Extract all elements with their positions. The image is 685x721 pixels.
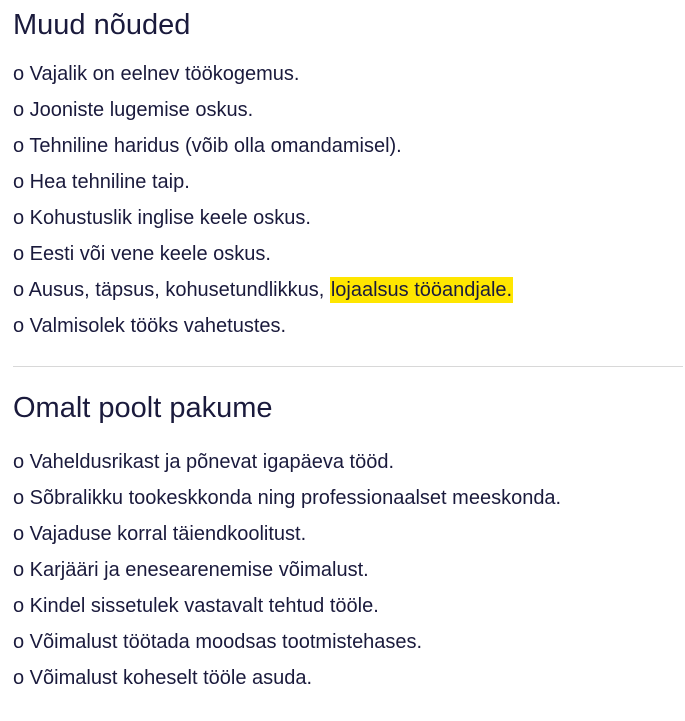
list-item: o Tehniline haridus (võib olla omandamisel). [13,134,402,157]
list-item-text: o Ausus, täpsus, kohusetundlikkus, [13,278,330,301]
list-item: o Vajalik on eelnev töökogemus. [13,62,300,85]
list-item: o Karjääri ja enesearenemise võimalust. [13,558,369,581]
requirements-list [13,56,683,344]
list-item: o Vaheldusrikast ja põnevat igapäeva tööd. [13,450,395,473]
section-other-requirements [13,8,683,344]
list-item: o Sõbralikku tookeskkonda ning professionaalset meeskonda. [13,486,562,509]
list-item: o Võimalust koheselt tööle asuda. [13,666,313,689]
section-we-offer [13,391,683,696]
list-item: o Võimalust töötada moodsas tootmistehases. [13,630,423,653]
list-item: o Vajaduse korral täiendkoolitust. [13,522,307,545]
list-item: o Kindel sissetulek vastavalt tehtud tööle. [13,594,379,617]
list-item: o Jooniste lugemise oskus. [13,98,254,121]
offers-list [13,444,683,696]
list-item: o Eesti või vene keele oskus. [13,242,271,265]
list-item: o Hea tehniline taip. [13,170,190,193]
list-item [13,272,683,308]
list-item: o Kohustuslik inglise keele oskus. [13,206,311,229]
section-heading-other-requirements: Muud nõuded [13,9,191,41]
section-heading-we-offer: Omalt poolt pakume [13,391,273,424]
highlighted-text: lojaalsus tööandjale. [330,278,513,301]
section-divider [13,366,683,367]
list-item: o Valmisolek tööks vahetustes. [13,314,287,337]
